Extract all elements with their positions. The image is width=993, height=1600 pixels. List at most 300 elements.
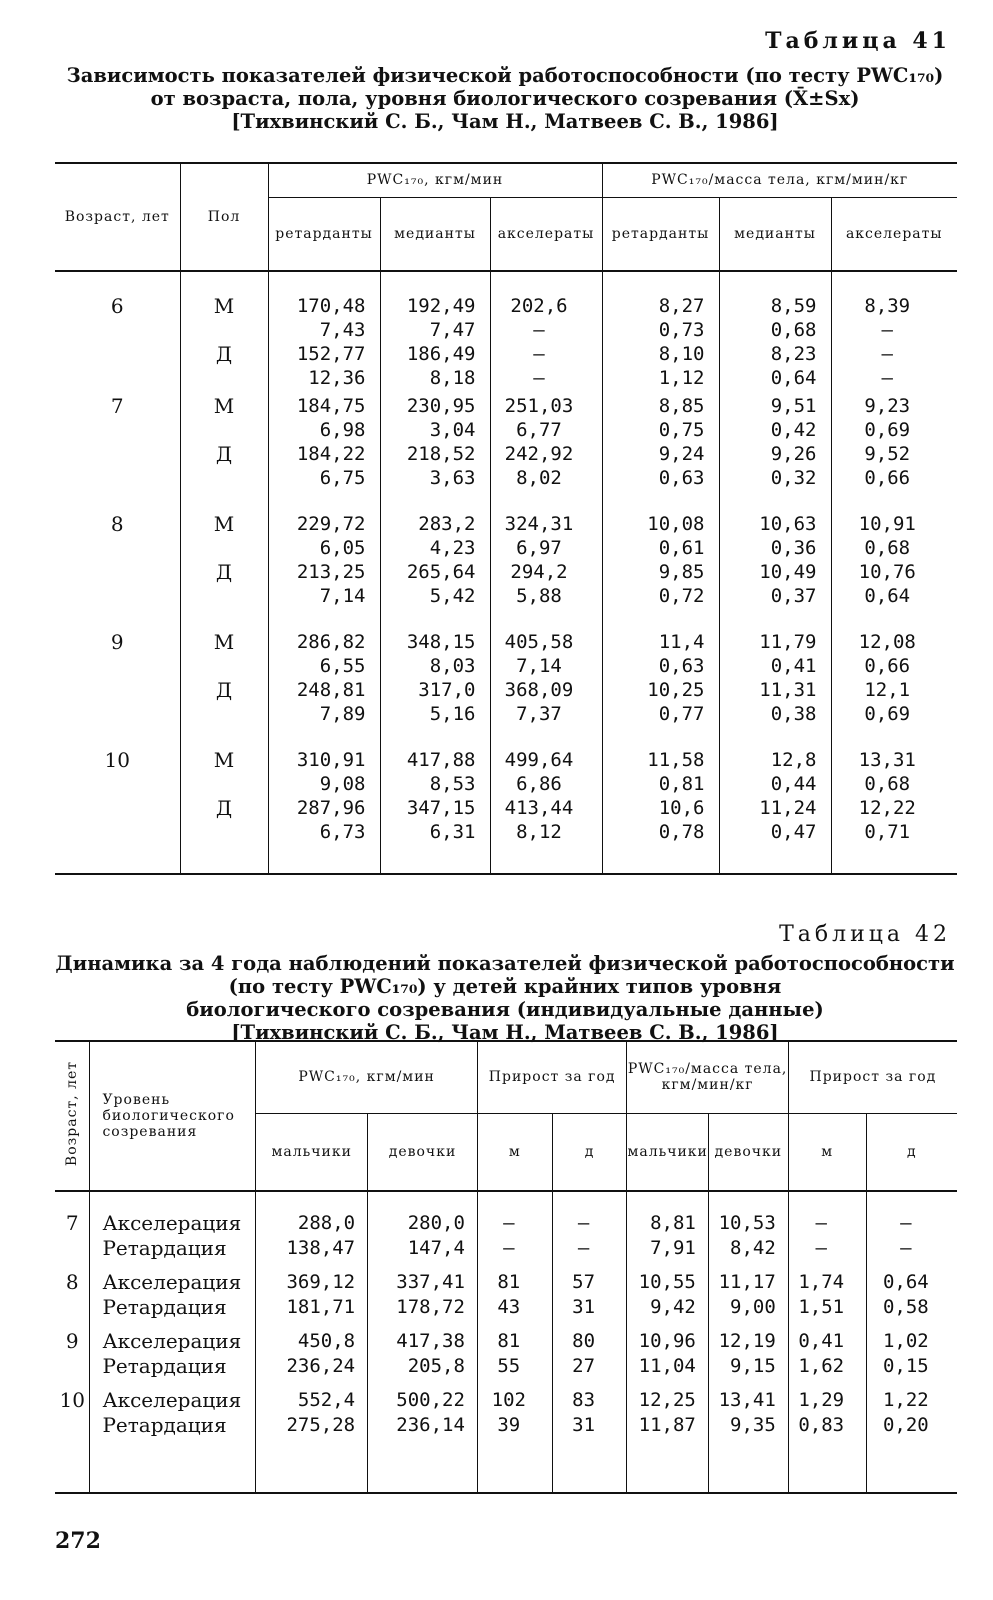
t42-row bbox=[55, 1354, 957, 1388]
t42-level: Ретардация bbox=[90, 1354, 256, 1388]
t42-age: 9 bbox=[65, 1329, 79, 1353]
t42-value: 1,22 bbox=[866, 1388, 957, 1413]
t41-value: 0,41 bbox=[770, 655, 817, 677]
t41-value: 8,59 bbox=[770, 295, 817, 317]
t42-value: 9,42 bbox=[627, 1295, 708, 1329]
t41-header-acc: акселераты bbox=[490, 197, 602, 271]
t41-value: 0,81 bbox=[658, 773, 705, 795]
t42-value: 8,81 bbox=[627, 1211, 708, 1236]
t42-level: Акселерация bbox=[90, 1270, 256, 1295]
t42-value: 7,91 bbox=[627, 1236, 708, 1270]
t41-value-cell bbox=[719, 390, 831, 508]
t42-padding-cell bbox=[90, 1191, 256, 1211]
t42-header-pwc: PWC₁₇₀, кгм/мин bbox=[256, 1041, 478, 1113]
t41-value: 12,08 bbox=[858, 631, 916, 653]
t41-value: 9,52 bbox=[864, 443, 911, 465]
t42-value: — bbox=[788, 1236, 866, 1270]
t41-value: 0,68 bbox=[864, 537, 911, 559]
t42-padding-cell bbox=[55, 1191, 90, 1211]
t41-sex-label: М bbox=[213, 512, 235, 536]
t41-bottom-padding bbox=[55, 862, 957, 874]
t41-padding-cell bbox=[55, 862, 180, 874]
t41-padding-cell bbox=[180, 862, 268, 874]
t41-value-cell bbox=[380, 271, 490, 390]
t41-header-ret: ретарданты bbox=[268, 197, 380, 271]
t41-age: 7 bbox=[110, 394, 124, 418]
t42-age: 8 bbox=[65, 1270, 79, 1294]
t42-value: 31 bbox=[552, 1413, 627, 1447]
t41-value: 0,38 bbox=[770, 703, 817, 725]
t41-value-cell bbox=[490, 508, 602, 626]
t41-value-cell bbox=[380, 390, 490, 508]
t42-value: 8,42 bbox=[708, 1236, 788, 1270]
t42-value: 552,4 bbox=[256, 1388, 368, 1413]
t41-header-ret-mass: ретарданты bbox=[602, 197, 719, 271]
t41-value: 7,43 bbox=[319, 319, 366, 341]
t41-value: 8,18 bbox=[429, 367, 476, 389]
t41-sex-label: Д bbox=[215, 560, 233, 584]
t41-value: 9,23 bbox=[864, 395, 911, 417]
t41-value: 0,64 bbox=[864, 585, 911, 607]
t41-value: 8,10 bbox=[658, 343, 705, 365]
t42-padding-cell bbox=[368, 1447, 478, 1493]
t41-value: 0,73 bbox=[658, 319, 705, 341]
t41-value: 11,31 bbox=[759, 679, 817, 701]
t42-age bbox=[55, 1295, 90, 1329]
t42-header-pwc-mass: PWC₁₇₀/масса тела, кгм/мин/кг bbox=[627, 1041, 788, 1113]
t42-value: 10,55 bbox=[627, 1270, 708, 1295]
table42-caption-line: [Тихвинский С. Б., Чам Н., Матвеев С. В., 1986] bbox=[231, 1021, 779, 1044]
t41-value: 8,39 bbox=[864, 295, 911, 317]
t42-row bbox=[55, 1236, 957, 1270]
t41-value-cell bbox=[831, 626, 957, 744]
t41-value: 265,64 bbox=[406, 561, 476, 583]
t41-value: 1,12 bbox=[658, 367, 705, 389]
t41-value: 499,64 bbox=[504, 749, 574, 771]
t42-value: 500,22 bbox=[368, 1388, 478, 1413]
t41-value: 6,77 bbox=[516, 419, 562, 441]
t42-value: 0,58 bbox=[866, 1295, 957, 1329]
t41-value-cell bbox=[831, 271, 957, 390]
t41-value: 6,05 bbox=[319, 537, 366, 559]
t42-row bbox=[55, 1270, 957, 1295]
t41-value: 184,22 bbox=[296, 443, 366, 465]
t41-row-group bbox=[55, 390, 957, 508]
t41-value: — bbox=[881, 367, 893, 389]
t41-value: 0,69 bbox=[864, 703, 911, 725]
table42-caption-line: биологического созревания (индивидуальные данные) bbox=[186, 998, 824, 1021]
t42-value: 81 bbox=[477, 1270, 552, 1295]
t41-value: 324,31 bbox=[504, 513, 574, 535]
t41-sex bbox=[180, 508, 268, 626]
t42-padding-cell bbox=[552, 1447, 627, 1493]
book-page bbox=[55, 0, 955, 1600]
t41-value-cell bbox=[380, 508, 490, 626]
t42-level: Акселерация bbox=[90, 1329, 256, 1354]
t42-padding-cell bbox=[477, 1191, 552, 1211]
t41-value: 6,97 bbox=[516, 537, 562, 559]
table42-caption-line: (по тесту PWC₁₇₀) у детей крайних типов уровня bbox=[228, 975, 782, 998]
t41-value-cell bbox=[268, 744, 380, 862]
t41-value: — bbox=[533, 367, 545, 389]
t41-value-cell bbox=[490, 744, 602, 862]
t41-value: 8,02 bbox=[516, 467, 562, 489]
t41-value: 9,26 bbox=[770, 443, 817, 465]
t42-value: 11,04 bbox=[627, 1354, 708, 1388]
t42-value: 236,14 bbox=[368, 1413, 478, 1447]
t42-header-age bbox=[55, 1041, 90, 1191]
t42-age bbox=[55, 1413, 90, 1447]
t42-value: 1,29 bbox=[788, 1388, 866, 1413]
t41-value-cell bbox=[268, 271, 380, 390]
t41-value-cell bbox=[719, 626, 831, 744]
t41-value: 218,52 bbox=[406, 443, 476, 465]
t42-padding-cell bbox=[256, 1447, 368, 1493]
t42-padding-cell bbox=[788, 1447, 866, 1493]
t42-value: 11,87 bbox=[627, 1413, 708, 1447]
t41-row-group bbox=[55, 508, 957, 626]
t41-value: 10,63 bbox=[759, 513, 817, 535]
t41-value: 5,88 bbox=[516, 585, 562, 607]
t42-value: 1,02 bbox=[866, 1329, 957, 1354]
t41-value: 0,64 bbox=[770, 367, 817, 389]
t41-value: 0,77 bbox=[658, 703, 705, 725]
t41-value: 6,31 bbox=[429, 821, 476, 843]
t42-padding-cell bbox=[256, 1191, 368, 1211]
t42-value: 280,0 bbox=[368, 1211, 478, 1236]
t41-sex-label: Д bbox=[215, 796, 233, 820]
t41-value: 0,71 bbox=[864, 821, 911, 843]
t42-value: 1,74 bbox=[788, 1270, 866, 1295]
t41-value: 348,15 bbox=[406, 631, 476, 653]
t41-value: 186,49 bbox=[406, 343, 476, 365]
t42-bottom-padding bbox=[55, 1447, 957, 1493]
t42-value: 10,53 bbox=[708, 1211, 788, 1236]
t42-value: 369,12 bbox=[256, 1270, 368, 1295]
t42-header-girls: девочки bbox=[368, 1113, 478, 1191]
t41-header-age: Возраст, лет bbox=[55, 163, 180, 271]
t41-value: 0,63 bbox=[658, 467, 705, 489]
t41-value-cell bbox=[490, 390, 602, 508]
t42-value: 81 bbox=[477, 1329, 552, 1354]
t41-value-cell bbox=[268, 390, 380, 508]
t42-header-level: Уровень биологического созревания bbox=[90, 1041, 256, 1191]
t42-value: 0,20 bbox=[866, 1413, 957, 1447]
t42-level: Ретардация bbox=[90, 1236, 256, 1270]
t41-value: 184,75 bbox=[296, 395, 366, 417]
t41-value: 3,63 bbox=[429, 467, 476, 489]
t41-value: 0,69 bbox=[864, 419, 911, 441]
t41-value-cell bbox=[719, 508, 831, 626]
table42-caption bbox=[55, 952, 955, 1044]
t41-padding-cell bbox=[831, 862, 957, 874]
t41-value: 6,55 bbox=[319, 655, 366, 677]
t42-value: 12,25 bbox=[627, 1388, 708, 1413]
t41-value: 3,04 bbox=[429, 419, 476, 441]
t41-value: 242,92 bbox=[504, 443, 574, 465]
t42-top-padding bbox=[55, 1191, 957, 1211]
t41-value: 0,68 bbox=[864, 773, 911, 795]
t42-value: 178,72 bbox=[368, 1295, 478, 1329]
t41-value: 10,76 bbox=[858, 561, 916, 583]
t42-age: 7 bbox=[65, 1211, 79, 1235]
t41-sex bbox=[180, 626, 268, 744]
t41-value: 8,23 bbox=[770, 343, 817, 365]
t41-value: 8,27 bbox=[658, 295, 705, 317]
t41-age: 8 bbox=[110, 512, 124, 536]
t42-value: 9,35 bbox=[708, 1413, 788, 1447]
t42-value: 9,15 bbox=[708, 1354, 788, 1388]
t41-sex bbox=[180, 744, 268, 862]
t41-header-med-mass: медианты bbox=[719, 197, 831, 271]
table41-caption-line: от возраста, пола, уровня биологического созревания (X̄±Sx) bbox=[150, 87, 860, 110]
t41-value: 10,6 bbox=[658, 797, 705, 819]
t41-sex bbox=[180, 271, 268, 390]
t41-value: 9,51 bbox=[770, 395, 817, 417]
t41-value: 0,36 bbox=[770, 537, 817, 559]
t41-value: 11,58 bbox=[647, 749, 705, 771]
t41-value: 10,25 bbox=[647, 679, 705, 701]
t42-row bbox=[55, 1295, 957, 1329]
t41-value: 229,72 bbox=[296, 513, 366, 535]
t41-value: 9,08 bbox=[319, 773, 366, 795]
t42-header-gain-mass: Прирост за год bbox=[788, 1041, 957, 1113]
t41-value: 4,23 bbox=[429, 537, 476, 559]
t42-value: — bbox=[477, 1236, 552, 1270]
t42-padding-cell bbox=[866, 1191, 957, 1211]
t41-value: 310,91 bbox=[296, 749, 366, 771]
t41-value: 8,53 bbox=[429, 773, 476, 795]
t41-value: 413,44 bbox=[504, 797, 574, 819]
t42-value: 450,8 bbox=[256, 1329, 368, 1354]
t42-level: Акселерация bbox=[90, 1388, 256, 1413]
t41-value: 0,63 bbox=[658, 655, 705, 677]
page-number: 272 bbox=[55, 1528, 101, 1554]
table41-number: Таблица 41 bbox=[765, 28, 951, 54]
t41-value: 192,49 bbox=[406, 295, 476, 317]
t41-value-cell bbox=[719, 744, 831, 862]
t41-value: 202,6 bbox=[510, 295, 568, 317]
t41-value: 8,12 bbox=[516, 821, 562, 843]
t42-value: 236,24 bbox=[256, 1354, 368, 1388]
t42-padding-cell bbox=[788, 1191, 866, 1211]
t42-value: 83 bbox=[552, 1388, 627, 1413]
t41-value: 10,49 bbox=[759, 561, 817, 583]
t41-value: 0,47 bbox=[770, 821, 817, 843]
t41-value: 7,37 bbox=[516, 703, 562, 725]
t41-value: 283,2 bbox=[418, 513, 476, 535]
t42-value: — bbox=[866, 1236, 957, 1270]
t42-level: Ретардация bbox=[90, 1295, 256, 1329]
t41-value: 0,42 bbox=[770, 419, 817, 441]
t41-header-sex: Пол bbox=[180, 163, 268, 271]
table41-caption bbox=[55, 64, 955, 133]
t42-row bbox=[55, 1329, 957, 1354]
t41-value: 0,61 bbox=[658, 537, 705, 559]
t42-padding-cell bbox=[477, 1447, 552, 1493]
table42-caption-line: Динамика за 4 года наблюдений показателей физической работоспособности bbox=[55, 952, 955, 975]
t42-header-d: д bbox=[552, 1113, 627, 1191]
t41-value-cell bbox=[380, 626, 490, 744]
t42-header-d-mass: д bbox=[866, 1113, 957, 1191]
t42-value: 31 bbox=[552, 1295, 627, 1329]
t41-value: 5,16 bbox=[429, 703, 476, 725]
t42-level: Акселерация bbox=[90, 1211, 256, 1236]
t42-header-boys-mass: мальчики bbox=[627, 1113, 708, 1191]
t41-value: 0,66 bbox=[864, 467, 911, 489]
t42-value: 27 bbox=[552, 1354, 627, 1388]
table42-number: Таблица 42 bbox=[779, 922, 951, 947]
t42-row bbox=[55, 1388, 957, 1413]
t41-value: 9,85 bbox=[658, 561, 705, 583]
t41-padding-cell bbox=[602, 862, 719, 874]
t41-row-group bbox=[55, 626, 957, 744]
t41-value: — bbox=[881, 343, 893, 365]
t42-value: 205,8 bbox=[368, 1354, 478, 1388]
t41-value: 317,0 bbox=[418, 679, 476, 701]
t41-value-cell bbox=[831, 390, 957, 508]
t41-value: 11,79 bbox=[759, 631, 817, 653]
table41 bbox=[55, 162, 957, 875]
t41-value-cell bbox=[268, 626, 380, 744]
t42-value: — bbox=[552, 1211, 627, 1236]
t41-header-med: медианты bbox=[380, 197, 490, 271]
t42-padding-cell bbox=[552, 1191, 627, 1211]
t41-value: 6,75 bbox=[319, 467, 366, 489]
t41-value: 405,58 bbox=[504, 631, 574, 653]
t41-value: 213,25 bbox=[296, 561, 366, 583]
t41-padding-cell bbox=[719, 862, 831, 874]
t41-value: 294,2 bbox=[510, 561, 568, 583]
t41-value: 0,72 bbox=[658, 585, 705, 607]
t42-padding-cell bbox=[368, 1191, 478, 1211]
t41-value: 0,37 bbox=[770, 585, 817, 607]
t41-value: 0,78 bbox=[658, 821, 705, 843]
t42-value: 0,15 bbox=[866, 1354, 957, 1388]
t41-value: — bbox=[533, 343, 545, 365]
t41-value: 7,14 bbox=[516, 655, 562, 677]
t42-header-gain: Прирост за год bbox=[477, 1041, 627, 1113]
t42-value: 417,38 bbox=[368, 1329, 478, 1354]
t41-sex-label: Д bbox=[215, 442, 233, 466]
t42-value: 1,62 bbox=[788, 1354, 866, 1388]
t42-header-age-text: Возраст, лет bbox=[64, 1061, 81, 1167]
t41-value: 6,86 bbox=[516, 773, 562, 795]
t42-header-girls-mass: девочки bbox=[708, 1113, 788, 1191]
t41-value: 12,22 bbox=[858, 797, 916, 819]
t42-padding-cell bbox=[708, 1447, 788, 1493]
t42-header-m: м bbox=[477, 1113, 552, 1191]
t42-value: 181,71 bbox=[256, 1295, 368, 1329]
t41-padding-cell bbox=[490, 862, 602, 874]
t41-value-cell bbox=[602, 744, 719, 862]
t41-sex-label: М bbox=[213, 748, 235, 772]
t42-value: 0,64 bbox=[866, 1270, 957, 1295]
t41-value: 11,4 bbox=[658, 631, 705, 653]
t41-value: 8,85 bbox=[658, 395, 705, 417]
t42-value: 13,41 bbox=[708, 1388, 788, 1413]
table41-caption-line: Зависимость показателей физической работоспособности (по тесту PWC₁₇₀) bbox=[66, 64, 944, 87]
t42-value: 147,4 bbox=[368, 1236, 478, 1270]
t41-value: 248,81 bbox=[296, 679, 366, 701]
t41-sex-label: Д bbox=[215, 678, 233, 702]
t42-value: 102 bbox=[477, 1388, 552, 1413]
t41-value: 8,03 bbox=[429, 655, 476, 677]
t41-value-cell bbox=[602, 390, 719, 508]
t41-row-group bbox=[55, 744, 957, 862]
t41-value: 0,44 bbox=[770, 773, 817, 795]
table42 bbox=[55, 1040, 957, 1494]
t41-value: 7,47 bbox=[429, 319, 476, 341]
t42-header-m-mass: м bbox=[788, 1113, 866, 1191]
t41-value: 7,14 bbox=[319, 585, 366, 607]
t41-value: 5,42 bbox=[429, 585, 476, 607]
t42-header-boys: мальчики bbox=[256, 1113, 368, 1191]
t42-value: 288,0 bbox=[256, 1211, 368, 1236]
t41-value: — bbox=[881, 319, 893, 341]
table41-caption-line: [Тихвинский С. Б., Чам Н., Матвеев С. В., 1986] bbox=[231, 110, 779, 133]
t41-sex-label: М bbox=[213, 394, 235, 418]
t42-value: 0,41 bbox=[788, 1329, 866, 1354]
t41-value: 9,24 bbox=[658, 443, 705, 465]
t41-value-cell bbox=[831, 744, 957, 862]
t42-padding-cell bbox=[90, 1447, 256, 1493]
t42-value: 1,51 bbox=[788, 1295, 866, 1329]
t41-value-cell bbox=[602, 271, 719, 390]
t41-value: 152,77 bbox=[296, 343, 366, 365]
t41-padding-cell bbox=[268, 862, 380, 874]
t41-value-cell bbox=[490, 626, 602, 744]
t42-row bbox=[55, 1413, 957, 1447]
t41-value: 0,32 bbox=[770, 467, 817, 489]
t41-sex-label: М bbox=[213, 294, 235, 318]
t42-padding-cell bbox=[708, 1191, 788, 1211]
t41-value: 417,88 bbox=[406, 749, 476, 771]
t41-header-acc-mass: акселераты bbox=[831, 197, 957, 271]
t42-row bbox=[55, 1211, 957, 1236]
t42-value: 9,00 bbox=[708, 1295, 788, 1329]
t41-age: 9 bbox=[110, 630, 124, 654]
t41-value: 0,75 bbox=[658, 419, 705, 441]
t41-age: 6 bbox=[110, 294, 124, 318]
t41-row-group bbox=[55, 271, 957, 390]
t42-value: 12,19 bbox=[708, 1329, 788, 1354]
t41-age: 10 bbox=[104, 748, 130, 772]
t41-sex bbox=[180, 390, 268, 508]
t41-value: 251,03 bbox=[504, 395, 574, 417]
t42-age bbox=[55, 1354, 90, 1388]
t42-value: — bbox=[788, 1211, 866, 1236]
t41-value: 12,8 bbox=[770, 749, 817, 771]
t41-value-cell bbox=[602, 508, 719, 626]
t41-value: 11,24 bbox=[759, 797, 817, 819]
t41-sex-label: М bbox=[213, 630, 235, 654]
t41-value: 10,08 bbox=[647, 513, 705, 535]
t41-value: 286,82 bbox=[296, 631, 366, 653]
t41-value-cell bbox=[719, 271, 831, 390]
t42-padding-cell bbox=[55, 1447, 90, 1493]
t41-value-cell bbox=[602, 626, 719, 744]
t41-value: 6,73 bbox=[319, 821, 366, 843]
t41-value: 170,48 bbox=[296, 295, 366, 317]
t41-padding-cell bbox=[380, 862, 490, 874]
t42-age bbox=[55, 1236, 90, 1270]
t42-value: 43 bbox=[477, 1295, 552, 1329]
t42-value: 138,47 bbox=[256, 1236, 368, 1270]
t42-padding-cell bbox=[627, 1447, 708, 1493]
t41-value: 6,98 bbox=[319, 419, 366, 441]
t41-value: 7,89 bbox=[319, 703, 366, 725]
